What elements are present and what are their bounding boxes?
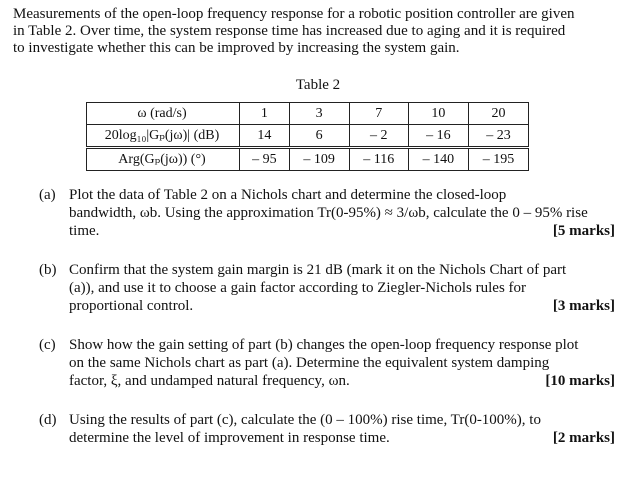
table-cell: – 23 (468, 125, 528, 148)
table-cell: 7 (349, 103, 408, 125)
table-row (87, 103, 529, 125)
question-line: factor, ξ, and undamped natural frequency, ωn. (69, 373, 350, 389)
table-cell: – 109 (289, 148, 349, 171)
table-cell: – 16 (408, 125, 468, 148)
question-line: bandwidth, ωb. Using the approximation Tr(0-95%) ≈ 3/ωb, calculate the 0 – 95% rise (69, 205, 588, 221)
table-caption: Table 2 (295, 77, 341, 93)
question-line: Using the results of part (c), calculate the (0 – 100%) rise time, Tr(0-100%), to (69, 412, 541, 428)
table-cell: – 2 (349, 125, 408, 148)
question-line: Confirm that the system gain margin is 21 dB (mark it on the Nichols Chart of part (69, 262, 567, 278)
table-cell: 10 (408, 103, 468, 125)
question-letter: (d) (39, 412, 57, 428)
marks-label: [5 marks] (552, 223, 615, 239)
marks-label: [2 marks] (552, 430, 615, 446)
intro-line: to investigate whether this can be improved by increasing the system gain. (13, 40, 460, 56)
question-line: proportional control. (69, 298, 194, 314)
table-cell: 14 (240, 125, 290, 148)
row-label: Arg(Gₚ(jω)) (°) (87, 148, 240, 171)
table-cell: 3 (289, 103, 349, 125)
table-row (87, 125, 529, 148)
question-line: on the same Nichols chart as part (a). Determine the equivalent system damping (69, 355, 550, 371)
intro-line: Measurements of the open-loop frequency response for a robotic position controller are given (13, 6, 575, 22)
table-row (87, 148, 529, 171)
question-line: (a)), and use it to choose a gain factor according to Ziegler-Nichols rules for (69, 280, 527, 296)
table-cell: – 116 (349, 148, 408, 171)
intro-line: in Table 2. Over time, the system response time has increased due to aging and it is required (13, 23, 566, 39)
question-line: Show how the gain setting of part (b) changes the open-loop frequency response plot (69, 337, 579, 353)
table-cell: 6 (289, 125, 349, 148)
row-label: ω (rad/s) (87, 103, 240, 125)
table-cell: 1 (240, 103, 290, 125)
question-letter: (c) (39, 337, 56, 353)
question-line: determine the level of improvement in response time. (69, 430, 390, 446)
marks-label: [10 marks] (545, 373, 615, 389)
marks-label: [3 marks] (552, 298, 615, 314)
frequency-response-table (86, 102, 529, 171)
row-label: 20log₁₀|Gₚ(jω)| (dB) (87, 125, 240, 148)
table-cell: – 195 (468, 148, 528, 171)
question-line: time. (69, 223, 100, 239)
question-line: Plot the data of Table 2 on a Nichols chart and determine the closed-loop (69, 187, 507, 203)
table-cell: – 140 (408, 148, 468, 171)
intro-paragraph (13, 6, 619, 57)
question-letter: (a) (39, 187, 56, 203)
table-cell: 20 (468, 103, 528, 125)
question-letter: (b) (39, 262, 57, 278)
table-cell: – 95 (240, 148, 290, 171)
